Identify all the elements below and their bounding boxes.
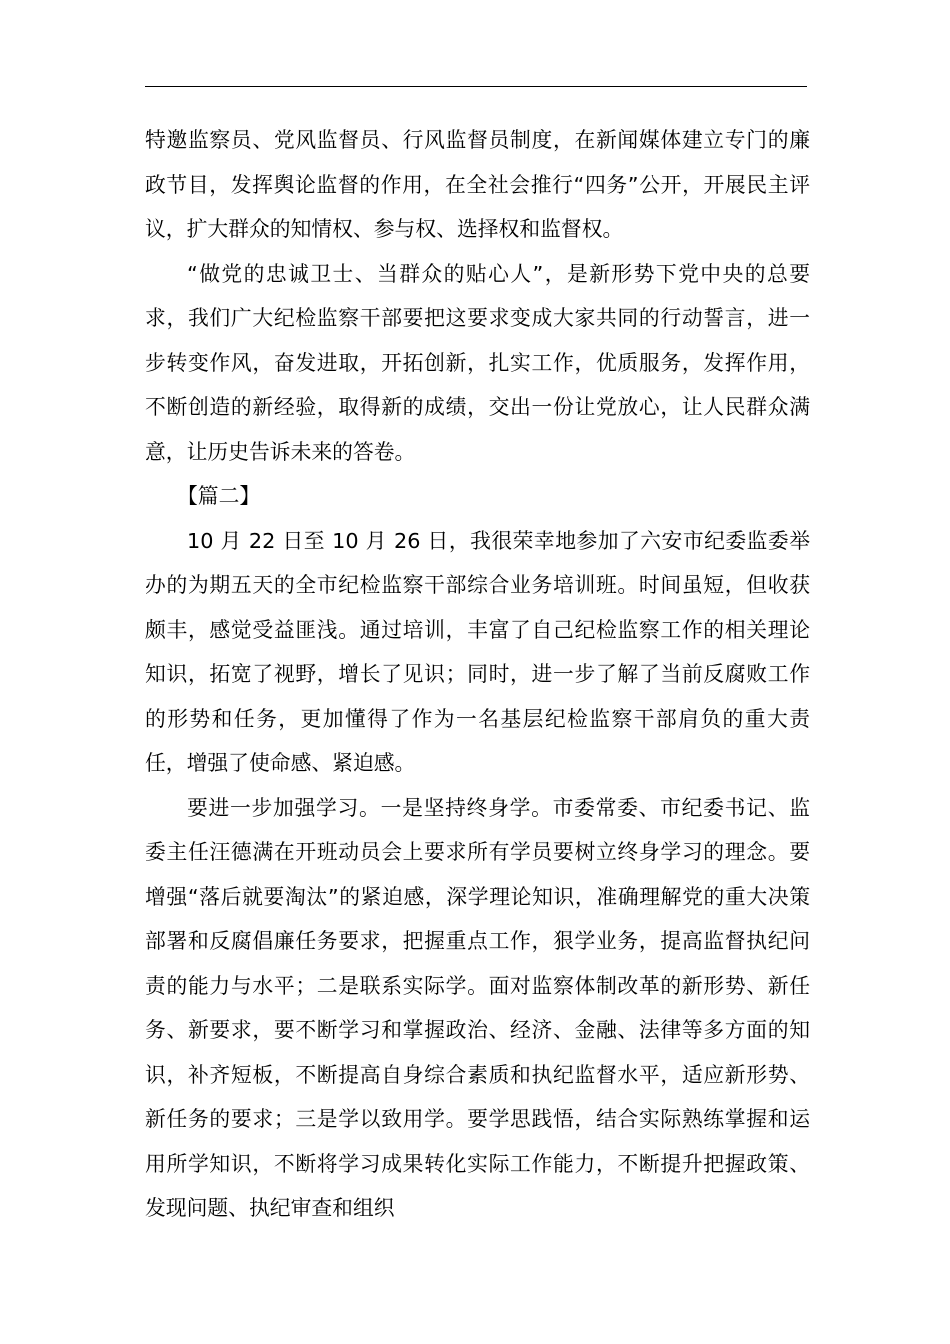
section-heading: 【篇二】 — [177, 484, 261, 508]
paragraph-continuation: 特邀监察员、党风监督员、行风监督员制度，在新闻媒体建立专门的廉政节目，发挥舆论监督的作用，在全社会推行“四务”公开，开展民主评议，扩大群众的知情权、参与权、选择权和监督权。 — [145, 128, 810, 241]
header-rule — [145, 86, 807, 87]
paragraph-training-intro: 10 月 22 日至 10 月 26 日，我很荣幸地参加了六安市纪委监委举办的为期五天的全市纪检监察干部综合业务培训班。时间虽短，但收获颇丰，感觉受益匪浅。通过培训，丰富了自己纪检监察工作的相关理论知识，拓宽了视野，增长了见识；同时，进一步了解了当前反腐败工作的形势和任务，更加懂得了作为一名基层纪检监察干部肩负的重大责任，增强了使命感、紧迫感。 — [145, 528, 810, 775]
document-body — [145, 118, 810, 1231]
paragraph-general-requirement: “做党的忠诚卫士、当群众的贴心人”，是新形势下党中央的总要求，我们广大纪检监察干部要把这要求变成大家共同的行动誓言，进一步转变作风，奋发进取，开拓创新，扎实工作，优质服务，发挥作用，不断创造的新经验，取得新的成绩，交出一份让党放心，让人民群众满意，让历史告诉未来的答卷。 — [145, 261, 810, 464]
paragraph-strengthen-learning: 要进一步加强学习。一是坚持终身学。市委常委、市纪委书记、监委主任汪德满在开班动员会上要求所有学员要树立终身学习的理念。要增强“落后就要淘汰”的紧迫感，深学理论知识，准确理解党的重大决策部署和反腐倡廉任务要求，把握重点工作，狠学业务，提高监督执纪问责的能力与水平；二是联系实际学。面对监察体制改革的新形势、新任务、新要求，要不断学习和掌握政治、经济、金融、法律等多方面的知识，补齐短板，不断提高自身综合素质和执纪监督水平，适应新形势、新任务的要求；三是学以致用学。要学思践悟，结合实际熟练掌握和运用所学知识，不断将学习成果转化实际工作能力，不断提升把握政策、发现问题、执纪审查和组织 — [145, 795, 810, 1220]
